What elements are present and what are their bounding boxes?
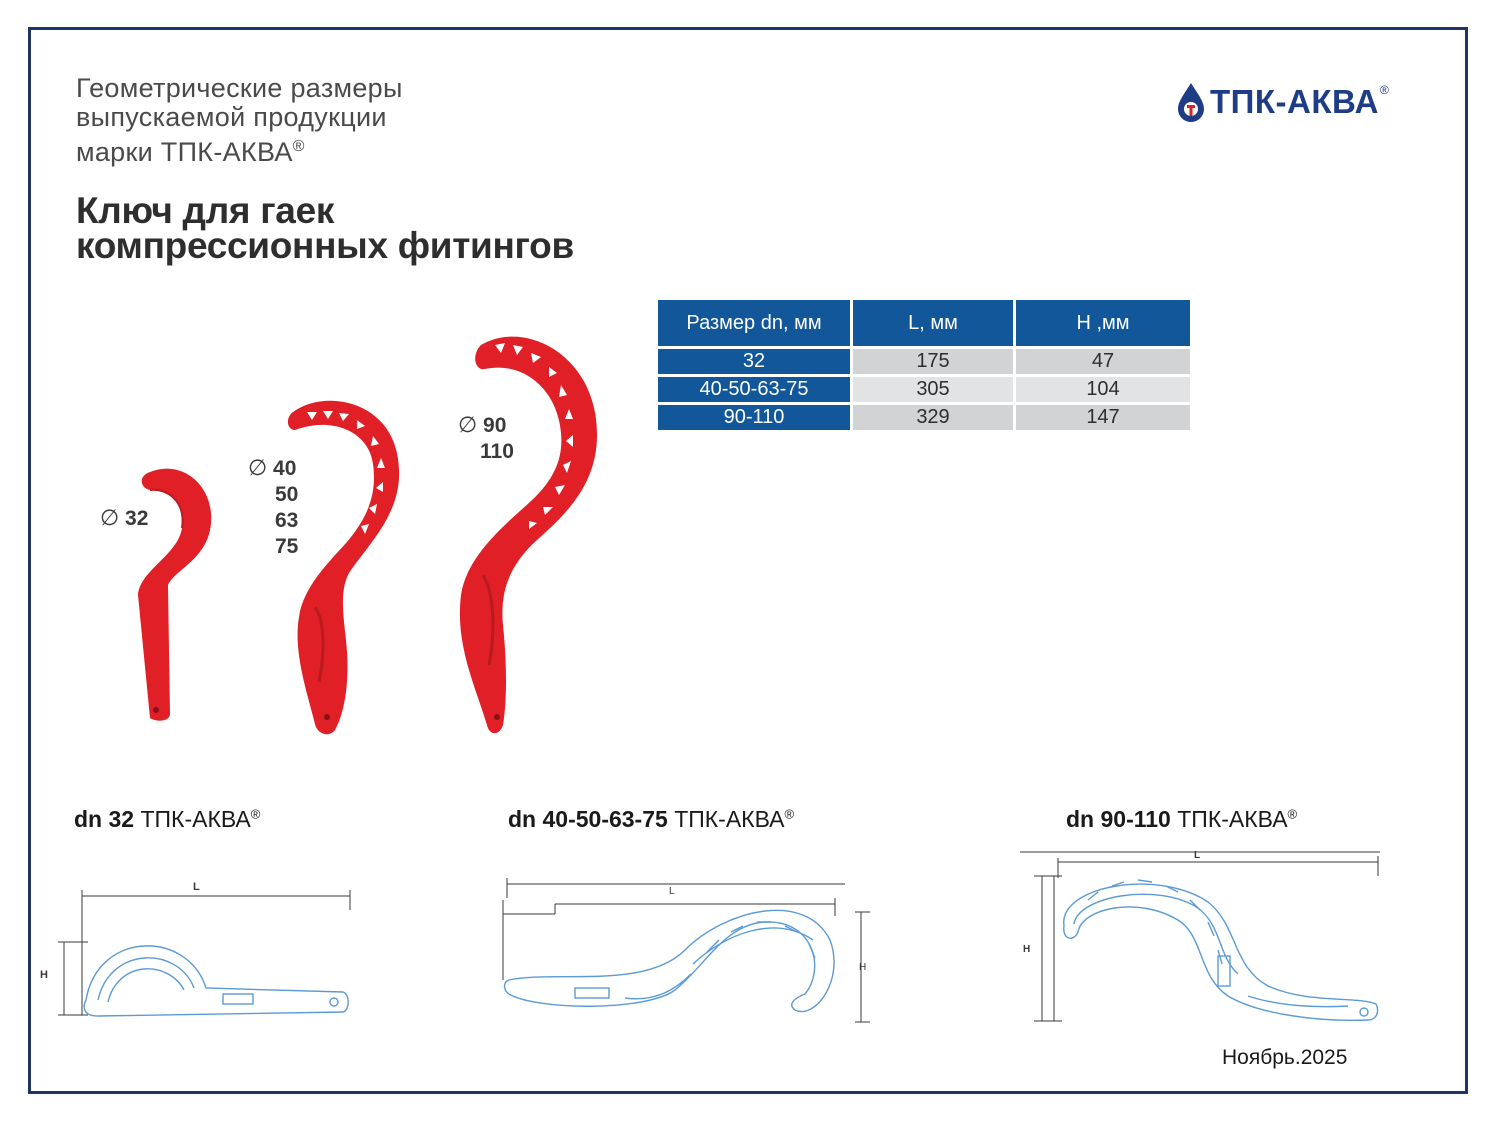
drawing-height-label: H [859, 962, 867, 973]
wrench-large-image [455, 325, 600, 737]
page-subtitle [76, 74, 403, 167]
cell-length: 305 [853, 377, 1013, 402]
header-length: L, мм [853, 300, 1013, 346]
brand-logo [1176, 80, 1389, 124]
wrench-small-size-label: ∅ 32 [100, 505, 149, 530]
logo-text: ТПК-АКВА [1210, 83, 1379, 120]
caption-dn40-75: dn 40-50-63-75 ТПК-АКВА® [508, 806, 795, 832]
cell-height: 147 [1016, 405, 1190, 430]
cell-height: 104 [1016, 377, 1190, 402]
caption-dn90-110: dn 90-110 ТПК-АКВА® [1066, 806, 1298, 832]
cell-size: 40-50-63-75 [658, 377, 850, 402]
drawing-length-label: L [669, 886, 675, 897]
cell-length: 329 [853, 405, 1013, 430]
size-table [655, 297, 1193, 433]
subtitle-line-1: Геометрические размеры [76, 73, 403, 103]
caption-dn32: dn 32 ТПК-АКВА® [74, 806, 261, 832]
wrench-small-image [130, 460, 220, 725]
cell-size: 90-110 [658, 405, 850, 430]
table-row [658, 405, 1190, 430]
title-line-1: Ключ для гаек [76, 190, 335, 231]
cell-length: 175 [853, 349, 1013, 374]
page-title [76, 190, 574, 266]
water-drop-icon [1176, 81, 1206, 123]
subtitle-line-2: выпускаемой продукции [76, 102, 387, 132]
drawing-length-label: L [193, 881, 200, 893]
table-row [658, 349, 1190, 374]
drawing-dn90-110 [1018, 846, 1388, 1031]
drawing-dn32 [38, 870, 368, 1030]
header-size: Размер dn, мм [658, 300, 850, 346]
table-header-row [658, 300, 1190, 346]
drawing-height-label: H [1023, 944, 1031, 955]
logo-registered-mark: ® [1380, 83, 1389, 97]
cell-height: 47 [1016, 349, 1190, 374]
header-height: H ,мм [1016, 300, 1190, 346]
subtitle-line-3: марки ТПК-АКВА® [76, 137, 305, 167]
drawing-height-label: H [40, 969, 48, 981]
wrench-medium-image [285, 392, 405, 737]
drawing-length-label: L [1194, 850, 1201, 861]
drawing-dn40-75 [495, 870, 880, 1030]
cell-size: 32 [658, 349, 850, 374]
table-row [658, 377, 1190, 402]
document-date: Ноябрь.2025 [1222, 1046, 1348, 1069]
title-line-2: компрессионных фитингов [76, 225, 574, 266]
wrench-large-size-label: ∅ 90 110 [458, 412, 514, 463]
wrench-medium-size-label: ∅ 40 50 63 75 [248, 455, 299, 558]
